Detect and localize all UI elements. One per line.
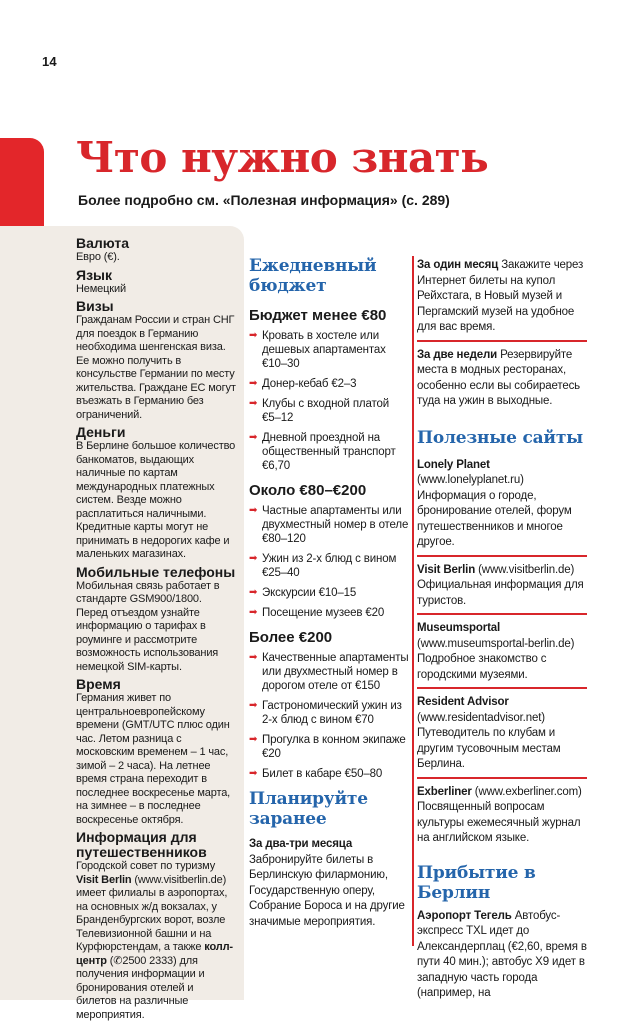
- right-column: [417, 256, 587, 1002]
- arrow-icon: ➡: [249, 607, 258, 618]
- budget-tier-list: [249, 329, 410, 473]
- airport-entry: Аэропорт Тегель Автобус-экспресс TXL идет до Александерплац (€2,60, время в пути 40 мин.); автобус X9 идет в западную часть города (например, на: [417, 909, 587, 999]
- money-section: [76, 425, 236, 562]
- site-entry: Museumsportal (www.museumsportal-berlin.de) Подробное знакомство с городскими музеями.: [417, 619, 587, 689]
- page-subtitle: Более подробно см. «Полезная информация» (с. 289): [78, 192, 450, 208]
- tourist-info-section: [76, 830, 236, 1022]
- visas-heading: Визы: [76, 298, 114, 314]
- time-text: Германия живет по центральноевропейскому времени (GMT/UTC плюс один час. Летом разница с московским временем – 1 час, зимой – 2 часа). На летнее время страна переходит в последнее воскресенье марта, на зимнее – в последнее воскресенье октября.: [76, 692, 231, 826]
- budget-item: ➡ Донер-кебаб €2–3: [249, 378, 357, 390]
- info-sidebar: [0, 226, 244, 1021]
- time-heading: Время: [76, 676, 121, 692]
- arrow-icon: ➡: [249, 432, 258, 443]
- time-section: [76, 677, 236, 827]
- page-number: 14: [42, 54, 57, 69]
- plan-ahead-text: За два-три месяца Забронируйте билеты в Берлинскую филармонию, Государственную оперу, Собрание Бороса и на другие значимые мероприятия.: [249, 838, 405, 928]
- phones-heading: Мобильные телефоны: [76, 563, 236, 580]
- site-entry: Lonely Planet (www.lonelyplanet.ru) Информация о городе, бронирование отелей, форум путешественников и многое другое.: [417, 456, 587, 557]
- budget-item: ➡ Посещение музеев €20: [249, 607, 385, 619]
- visas-section: [76, 299, 236, 422]
- currency-heading: Валюта: [76, 235, 130, 251]
- arrow-icon: ➡: [249, 734, 258, 745]
- budget-tier-title: Более €200: [249, 629, 333, 646]
- arrow-icon: ➡: [249, 587, 258, 598]
- visas-text: Гражданам России и стран СНГ для поездок в Германию необходима шенгенская виза. Ее можно получить в консульстве Германии по месту жительства. Граждане ЕС могут въезжать в Германию без ограничений.: [76, 314, 236, 421]
- budget-item: ➡ Качественные апартаменты или двухместный номер в дорогом отеле от €150: [249, 652, 409, 692]
- arrow-icon: ➡: [249, 700, 258, 711]
- budget-item: ➡ Частные апартаменты или двухместный номер в отеле €80–120: [249, 505, 409, 545]
- phones-text: Мобильная связь работает в стандарте GSM900/1800. Перед отъездом узнайте информацию о тарифах в роуминге и рассмотрите возможность использования немецкой SIM-карты.: [76, 579, 220, 673]
- arrow-icon: ➡: [249, 553, 258, 564]
- phones-section: [76, 565, 236, 675]
- budget-item: ➡ Экскурсии €10–15: [249, 587, 357, 599]
- budget-tier-title: Около €80–€200: [249, 482, 367, 499]
- money-heading: Деньги: [76, 424, 126, 440]
- budget-item: ➡ Кровать в хостеле или дешевых апартаментах €10–30: [249, 330, 386, 370]
- budget-column: [249, 256, 410, 930]
- money-text: В Берлине большое количество банкоматов, выдающих наличные по картам международных платежных систем. Везде можно расплатиться наличными. Кредитные карты могут не принимать в недорогих кафе и маленьких магазинах.: [76, 440, 236, 560]
- budget-item: ➡ Дневной проездной на общественный транспорт €6,70: [249, 432, 396, 472]
- budget-tier-list: [249, 504, 410, 620]
- arrow-icon: ➡: [249, 768, 258, 779]
- tourist-info-heading: Информация для путешественников: [76, 829, 207, 860]
- currency-text: Евро (€).: [76, 251, 120, 263]
- tourist-info-text: Городской совет по туризму Visit Berlin (www.visitberlin.de) имеет филиалы в аэропортах, на основных ж/д вокзалах, у Бранденбургских ворот, возле Телевизионной башни и на Курфюрстендам, а также колл-центр (✆2500 2333) для получения информации и бронирования отелей и билетов на различные мероприятия.: [76, 860, 233, 1021]
- budget-item: ➡ Прогулка в конном экипаже €20: [249, 734, 406, 760]
- language-section: [76, 268, 236, 297]
- currency-section: [76, 236, 236, 265]
- budget-item: ➡ Ужин из 2-х блюд с вином €25–40: [249, 553, 397, 579]
- site-entry: Exberliner (www.exberliner.com) Посвященный вопросам культуры ежемесячный журнал на английском языке.: [417, 785, 582, 844]
- arrow-icon: ➡: [249, 652, 258, 663]
- arrow-icon: ➡: [249, 330, 258, 341]
- page-title: Что нужно знать: [76, 133, 489, 182]
- budget-item: ➡ Гастрономический ужин из 2-х блюд с вином €70: [249, 700, 402, 726]
- arrival-heading: Прибытие в Берлин: [417, 862, 536, 903]
- one-month-entry: За один месяц Закажите через Интернет билеты на купол Рейхстага, в Новый музей и Пергамский музей на удобное для вас время.: [417, 256, 587, 342]
- site-entry: Resident Advisor (www.residentadvisor.net) Путеводитель по клубам и другим тусовочным местам Берлина.: [417, 693, 587, 779]
- budget-tier-title: Бюджет менее €80: [249, 307, 387, 324]
- plan-ahead-heading: Планируйте заранее: [249, 789, 368, 829]
- site-entry: Visit Berlin (www.visitberlin.de) Официальная информация для туристов.: [417, 561, 587, 616]
- language-heading: Язык: [76, 266, 112, 283]
- arrow-icon: ➡: [249, 398, 258, 409]
- arrow-icon: ➡: [249, 378, 258, 389]
- language-text: Немецкий: [76, 282, 126, 295]
- budget-heading: Ежедневный бюджет: [249, 256, 377, 296]
- column-divider: [412, 256, 414, 946]
- arrow-icon: ➡: [249, 505, 258, 516]
- two-weeks-entry: За две недели Резервируйте места в модных ресторанах, особенно если вы собираетесь туда на ужин в выходные.: [417, 348, 581, 407]
- useful-sites-heading: Полезные сайты: [417, 427, 584, 448]
- budget-tier-list: [249, 651, 410, 781]
- budget-item: ➡ Клубы с входной платой €5–12: [249, 398, 389, 424]
- budget-item: ➡ Билет в кабаре €50–80: [249, 768, 383, 780]
